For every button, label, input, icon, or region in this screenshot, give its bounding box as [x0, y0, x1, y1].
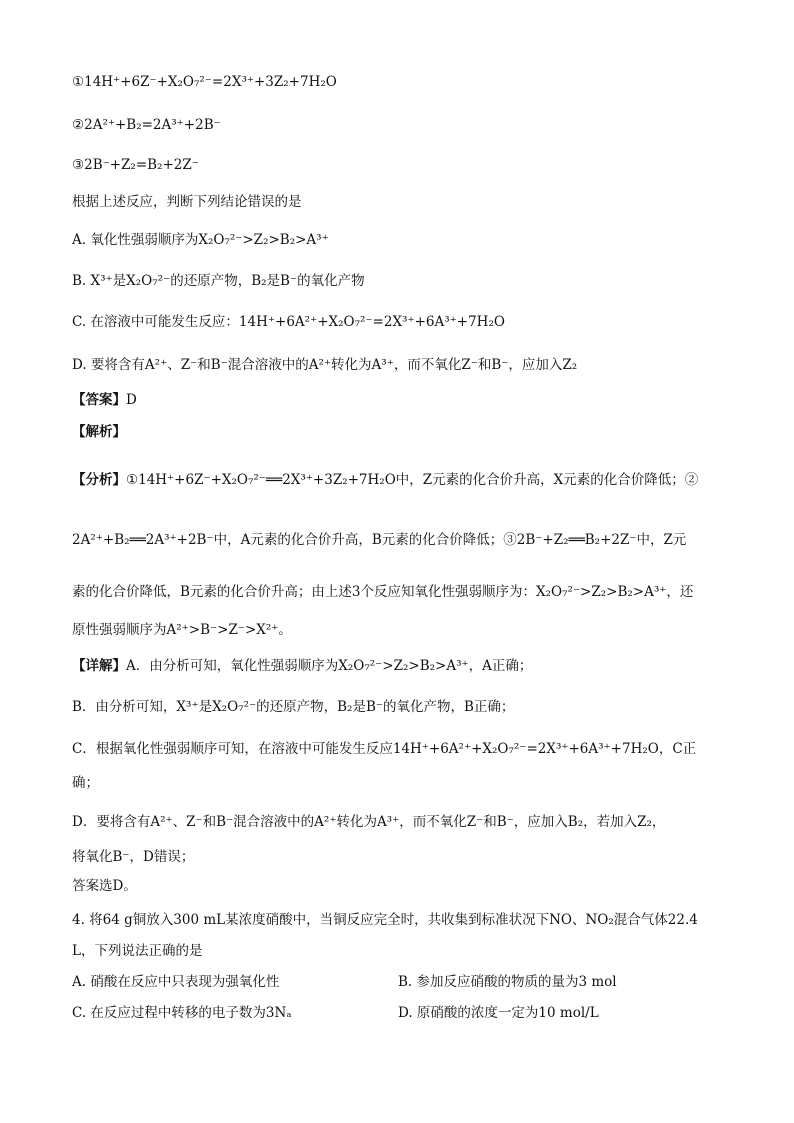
equation-2: ②2A²⁺+B₂=2A³⁺+2B⁻	[72, 117, 221, 133]
option-c: C. 在溶液中可能发生反应：14H⁺+6A²⁺+X₂O₇²⁻=2X³⁺+6A³⁺+7H₂O	[72, 314, 505, 330]
conclusion: 答案选D。	[72, 878, 137, 894]
analysis-p2: 2A²⁺+B₂══2A³⁺+2B⁻中，A元素的化合价升高，B元素的化合价降低；③2B⁻+Z₂══B₂+2Z⁻中，Z元	[72, 532, 687, 548]
q4-option-b: B. 参加反应硝酸的物质的量为3 mol	[398, 974, 617, 990]
analysis-header: 【解析】	[72, 424, 126, 440]
detail-c1: C．根据氧化性强弱顺序可知，在溶液中可能发生反应14H⁺+6A²⁺+X₂O₇²⁻=2X³⁺+6A³⁺+7H₂O，C正	[72, 741, 697, 757]
detail-c2: 确；	[72, 775, 99, 791]
answer-line	[72, 390, 137, 410]
option-d: D. 要将含有A²⁺、Z⁻和B⁻混合溶液中的A²⁺转化为A³⁺，而不氧化Z⁻和B⁻，应加入Z₂	[72, 357, 578, 373]
detail-b: B．由分析可知，X³⁺是X₂O₇²⁻的还原产物，B₂是B⁻的氧化产物，B正确；	[72, 699, 515, 715]
answer-value: D	[126, 392, 137, 408]
q4-option-a: A. 硝酸在反应中只表现为强氧化性	[72, 974, 280, 990]
detail-a: 【详解】A．由分析可知，氧化性强弱顺序为X₂O₇²⁻>Z₂>B₂>A³⁺，A正确；	[72, 658, 533, 674]
answer-label: 【答案】	[72, 392, 126, 408]
q4-stem-2: L，下列说法正确的是	[72, 943, 203, 959]
equation-1: ①14H⁺+6Z⁻+X₂O₇²⁻=2X³⁺+3Z₂+7H₂O	[72, 74, 337, 90]
equation-3: ③2B⁻+Z₂=B₂+2Z⁻	[72, 157, 199, 173]
question-stem: 根据上述反应，判断下列结论错误的是	[72, 194, 302, 210]
q4-option-d: D. 原硝酸的浓度一定为10 mol/L	[398, 1005, 599, 1021]
analysis-label: 【分析】	[72, 472, 126, 488]
analysis-p3: 素的化合价降低，B元素的化合价升高；由上述3个反应知氧化性强弱顺序为：X₂O₇²⁻>Z₂>B₂>A³⁺，还	[72, 584, 694, 600]
q4-option-c: C. 在反应过程中转移的电子数为3Nₐ	[72, 1005, 292, 1021]
detail-d2: 将氧化B⁻，D错误；	[72, 849, 195, 865]
analysis-p1: 【分析】①14H⁺+6Z⁻+X₂O₇²⁻══2X³⁺+3Z₂+7H₂O中，Z元素的化合价升高，X元素的化合价降低；②	[72, 472, 699, 488]
q4-stem-1: 4. 将64 g铜放入300 mL某浓度硝酸中，当铜反应完全时，共收集到标准状况下NO、NO₂混合气体22.4	[72, 912, 698, 928]
detail-label: 【详解】	[72, 658, 126, 674]
detail-d1: D．要将含有A²⁺、Z⁻和B⁻混合溶液中的A²⁺转化为A³⁺，而不氧化Z⁻和B⁻，应加入B₂，若加入Z₂，	[72, 814, 666, 830]
option-a: A. 氧化性强弱顺序为X₂O₇²⁻>Z₂>B₂>A³⁺	[72, 232, 329, 248]
analysis-p4: 原性强弱顺序为A²⁺>B⁻>Z⁻>X²⁺。	[72, 622, 292, 638]
option-b: B. X³⁺是X₂O₇²⁻的还原产物，B₂是B⁻的氧化产物	[72, 273, 365, 289]
